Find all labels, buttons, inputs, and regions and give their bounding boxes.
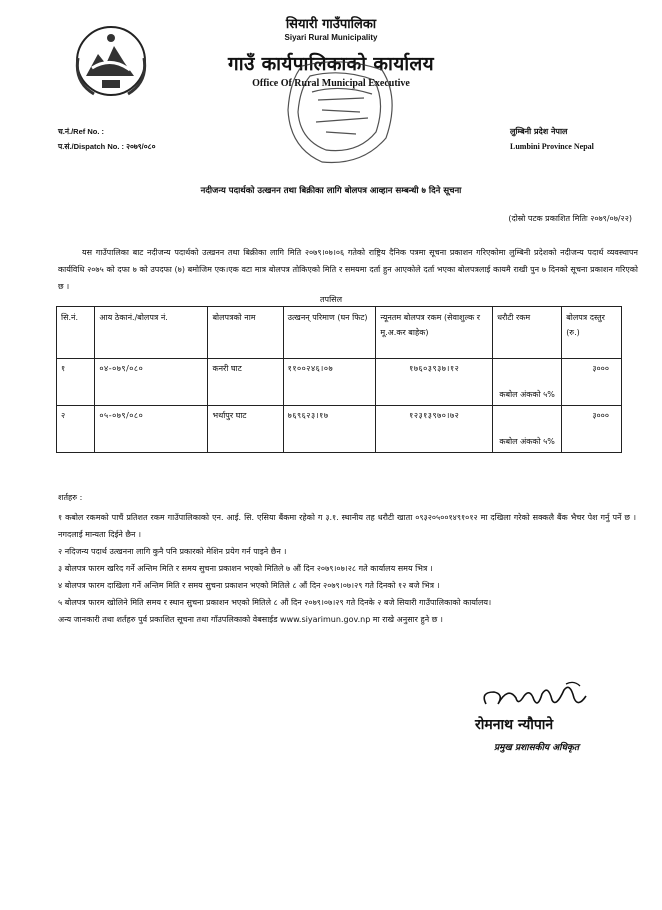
- terms-item: ४ बोलपत्र फारम दाखिला गर्ने अन्तिम मिति र समय सुचना प्रकाशन भएको मितिले ८ औं दिन २०७९।०७।२९ गते दिनको १२ बजे भित्र ।: [58, 581, 440, 590]
- header-serial: सि.नं.: [57, 307, 95, 359]
- cell-tender-name: कनरी घाट: [208, 359, 283, 406]
- header-tender-fee: बोलपत्र दस्तुर (रु.): [562, 307, 622, 359]
- header-tender-name: बोलपत्रको नाम: [208, 307, 283, 359]
- municipality-name-np: सियारी गाउँपालिका: [285, 17, 377, 32]
- cell-minimum-amount: १२३१३९७०।७२: [376, 406, 493, 453]
- cell-serial: १: [57, 359, 95, 406]
- province-name-en: Lumbini Province Nepal: [510, 142, 594, 151]
- tender-table: [56, 306, 622, 453]
- cell-quantity: ७६९६२३।१७: [283, 406, 376, 453]
- reference-number: च.नं./Ref No. :: [58, 127, 105, 136]
- cell-ref-no: ०४-०७९/०८०: [95, 359, 208, 406]
- table-row: [57, 359, 622, 406]
- notice-paragraph: [58, 244, 638, 295]
- terms-section: [58, 492, 636, 628]
- office-name-en: Office Of Rural Municipal Executive: [252, 78, 410, 89]
- cell-deposit: कबोल अंकको ५%: [493, 359, 562, 406]
- handwritten-signature: [478, 678, 598, 718]
- header-deposit: धरौटी रकम: [493, 307, 562, 359]
- signatory-title: प्रमुख प्रशासकीय अधिकृत: [494, 743, 580, 753]
- cell-minimum-amount: १७६०३९३७।१२: [376, 359, 493, 406]
- header-quantity: उत्खनन् परिमाण (घन फिट): [283, 307, 376, 359]
- cell-quantity: ११००२४६।०७: [283, 359, 376, 406]
- cell-tender-name: भर्थापुर घाट: [208, 406, 283, 453]
- dispatch-number: प.सं./Dispatch No. : २०७९/०८०: [58, 142, 156, 151]
- province-name-np: लुम्बिनी प्रदेश नेपाल: [510, 127, 568, 136]
- terms-item: १ कबोल रकमको पाचैं प्रतिशत रकम गाउँपालिकाको एन. आई. सि. एसिया बैंकमा रहेको ग ३.१. स्थानीय तह धरौटी खाता ०९३२०५००१४९१०१२ मा दखिला गरेको सक्कलै बैंक भैचर पेश गर्नु पर्ने छ । नगदलाई मान्यता दिईने छैन ।: [58, 513, 636, 539]
- terms-footer-note: अन्य जानकारी तथा शर्तहरु पुर्व प्रकाशित सूचना तथा गाँउपलिकाको वेबसाईड www.siyarimun.gov.np मा राखे अनुसार हुने छ ।: [58, 615, 443, 624]
- header-ref-no: आय ठेकानं./बोलपत्र नं.: [95, 307, 208, 359]
- notice-paragraph-text: यस गाउँपालिका बाट नदीजन्य पदार्थको उत्खनन तथा बिक्रीका लागि मिति २०७९।०७।०६ गतेको राष्ट्रिय दैनिक पत्रमा सूचना प्रकाशन गरिएकोमा लुम्बिनी प्रदेशको नदीजन्य पदार्थ व्यवस्थापन कार्यविधि २०७५ को दफा ७ को उपदफा (७) बमोजिम एक।एक वटा मात्र बोलपत्र तोकिएको मिति र समयमा दर्ता हुन आएकोले दर्ता भएका बोलपत्रलाई कायमै राखी पुन ७ दिनको सूचना प्रकाशन गरिएको छ ।: [58, 248, 638, 291]
- terms-item: ५ बोलपत्र फारम खोलिने मिति समय र स्थान सुचना प्रकाशन भएको मितिले ८ औं दिन २०७९।०७।२९ गते दिनके २ बजे सियारी गाउँपालिकाको कार्यालय।: [58, 598, 492, 607]
- signatory-name: रोमनाथ न्यौपाने: [475, 717, 554, 733]
- office-stamp: [282, 58, 400, 170]
- cell-tender-fee: ३०००: [562, 406, 622, 453]
- office-name-np: गाउँ कार्यपालिकाको कार्यालय: [228, 53, 434, 75]
- municipality-name-en: Siyari Rural Municipality: [284, 33, 378, 42]
- table-row: [57, 406, 622, 453]
- cell-serial: २: [57, 406, 95, 453]
- terms-heading: शर्तहरु :: [58, 493, 83, 502]
- table-header-row: [57, 307, 622, 359]
- cell-ref-no: ०५-०७९/०८०: [95, 406, 208, 453]
- terms-item: २ नदिजन्य पदार्थ उत्खनना लागि कुनै पनि प्रकारको मेशिन प्रयेग गर्न पाइने छैन ।: [58, 547, 287, 556]
- header-minimum-amount: न्यूनतम बोलपत्र रकम (सेवाशुल्क र मू.अ.कर बाहेक): [376, 307, 493, 359]
- terms-item: ३ बोलपत्र फारम खरिद गर्ने अन्तिम मिति र समय सुचना प्रकाशन भएको मितिले ७ औं दिन २०७९।०७।२८ गते कार्यालय समय भित्र ।: [58, 564, 433, 573]
- cell-tender-fee: ३०००: [562, 359, 622, 406]
- notice-subject: नदीजन्य पदार्थको उत्खनन तथा बिक्रीका लागि बोलपत्र आव्हान सम्बन्धी ७ दिने सूचना: [200, 186, 462, 196]
- cell-deposit: कबोल अंकको ५%: [493, 406, 562, 453]
- republish-date: (दोस्रो पटक प्रकाशित मितिः २०७९/०७/२२): [508, 214, 632, 223]
- table-caption: तपसिल: [319, 295, 342, 304]
